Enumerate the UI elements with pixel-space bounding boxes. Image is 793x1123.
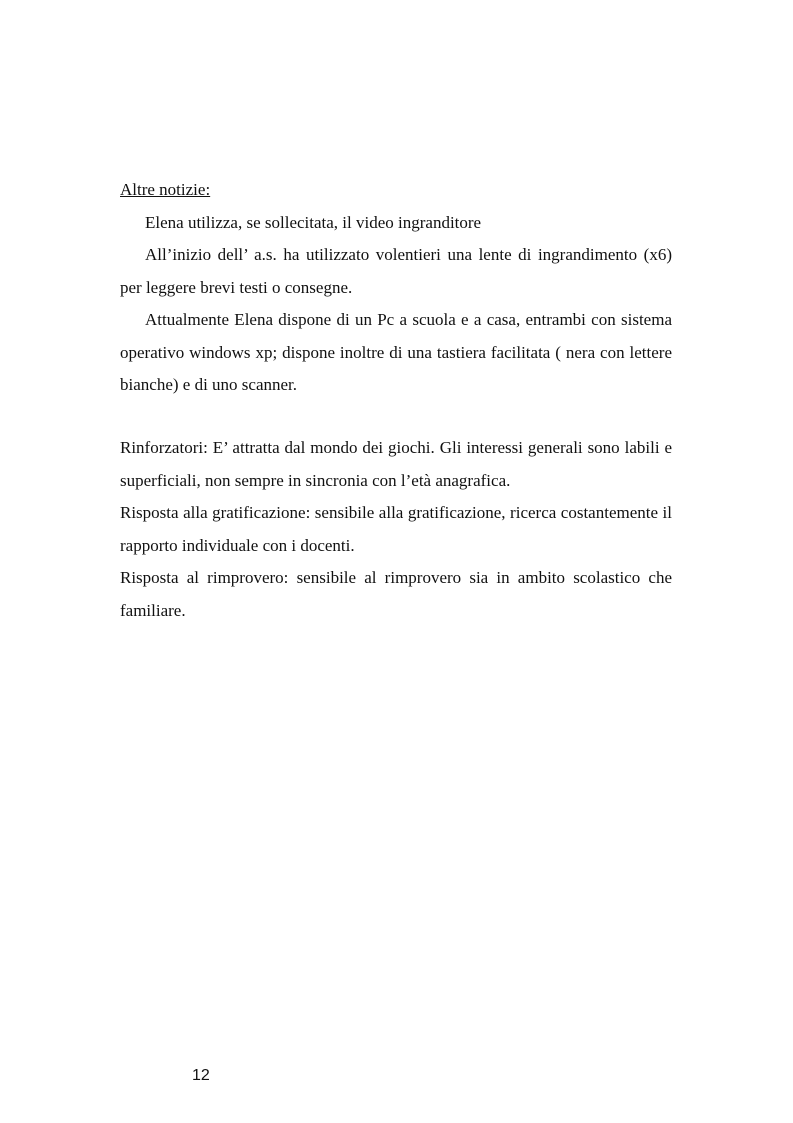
paragraph-response-to-reproach: Risposta al rimprovero: sensibile al rimprovero sia in ambito scolastico che familiare.	[120, 568, 672, 620]
paragraph-video-magnifier: Elena utilizza, se sollecitata, il video ingranditore	[145, 212, 482, 232]
other-notes-section	[120, 174, 672, 402]
paragraph-reinforcers: Rinforzatori: E’ attratta dal mondo dei giochi. Gli interessi generali sono labili e superficiali, non sempre in sincronia con l’età anagrafica.	[120, 438, 672, 490]
section-heading: Altre notizie:	[120, 180, 211, 199]
behaviour-section	[120, 432, 672, 627]
paragraph-pc-equipment: Attualmente Elena dispone di un Pc a scuola e a casa, entrambi con sistema operativo windows xp; dispone inoltre di una tastiera facilitata ( nera con lettere bianche) e di uno scanner.	[120, 310, 672, 394]
paragraph-response-to-praise: Risposta alla gratificazione: sensibile alla gratificazione, ricerca costantemente il rapporto individuale con i docenti.	[120, 503, 672, 555]
page-number: 12	[192, 1067, 210, 1084]
paragraph-magnifying-lens: All’inizio dell’ a.s. ha utilizzato volentieri una lente di ingrandimento (x6) per leggere brevi testi o consegne.	[120, 245, 672, 297]
